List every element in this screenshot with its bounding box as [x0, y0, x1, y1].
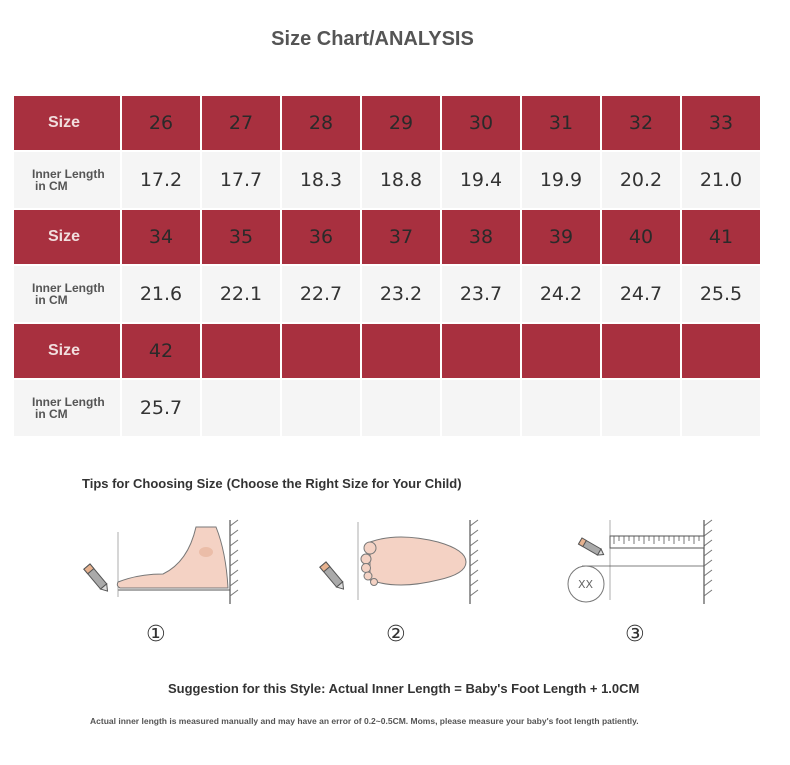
step-number-3: ③ [625, 622, 645, 647]
tips-heading-main: Tips for Choosing Size [82, 476, 223, 491]
size-cell [442, 324, 520, 378]
measurement-note: Actual inner length is measured manually and may have an error of 0.2~0.5CM. Moms, please measure your baby's foot length patiently. [90, 716, 639, 726]
size-cell [202, 324, 280, 378]
ruler-measurement-illustration [562, 512, 732, 607]
length-cell: 22.1 [202, 266, 280, 322]
length-cell: 17.2 [122, 152, 200, 208]
size-cell: 28 [282, 96, 360, 150]
size-cell: 41 [682, 210, 760, 264]
length-cell: 18.3 [282, 152, 360, 208]
step-number-2: ② [386, 622, 406, 647]
length-cell [442, 380, 520, 436]
inner-length-row-label [14, 152, 120, 208]
suggestion-text: Suggestion for this Style: Actual Inner Length = Baby's Foot Length + 1.0CM [168, 681, 640, 696]
foot-top-view-illustration [318, 512, 488, 607]
length-cell [202, 380, 280, 436]
length-cell: 21.0 [682, 152, 760, 208]
length-cell [602, 380, 680, 436]
length-cell: 23.7 [442, 266, 520, 322]
size-row-label: Size [14, 210, 120, 264]
xx-mark: XX [578, 578, 594, 591]
length-cell [522, 380, 600, 436]
size-cell [362, 324, 440, 378]
size-cell: 37 [362, 210, 440, 264]
inner-length-label-line2: in CM [35, 293, 68, 307]
size-cell: 33 [682, 96, 760, 150]
length-cell: 19.4 [442, 152, 520, 208]
size-cell: 31 [522, 96, 600, 150]
size-cell: 26 [122, 96, 200, 150]
length-cell: 24.2 [522, 266, 600, 322]
size-cell [682, 324, 760, 378]
length-cell: 18.8 [362, 152, 440, 208]
inner-length-label-line2: in CM [35, 179, 68, 193]
size-cell: 38 [442, 210, 520, 264]
length-cell: 19.9 [522, 152, 600, 208]
page-title: Size Chart/ANALYSIS [271, 28, 474, 50]
inner-length-row-label [14, 266, 120, 322]
length-cell: 22.7 [282, 266, 360, 322]
length-cell: 23.2 [362, 266, 440, 322]
inner-length-label-line1: Inner Length [32, 395, 105, 409]
length-cell: 25.7 [122, 380, 200, 436]
size-cell: 29 [362, 96, 440, 150]
tips-heading [82, 476, 462, 491]
size-chart-table [14, 96, 760, 438]
inner-length-label-line1: Inner Length [32, 167, 105, 181]
size-cell: 27 [202, 96, 280, 150]
step-number-1: ① [146, 622, 166, 647]
length-cell: 25.5 [682, 266, 760, 322]
size-cell: 40 [602, 210, 680, 264]
tips-heading-sub: (Choose the Right Size for Your Child) [226, 476, 462, 491]
length-cell: 24.7 [602, 266, 680, 322]
size-cell: 35 [202, 210, 280, 264]
size-cell [522, 324, 600, 378]
length-cell: 21.6 [122, 266, 200, 322]
size-cell: 42 [122, 324, 200, 378]
size-cell: 36 [282, 210, 360, 264]
inner-length-label-line2: in CM [35, 407, 68, 421]
size-cell: 39 [522, 210, 600, 264]
inner-length-row-label [14, 380, 120, 436]
length-cell [282, 380, 360, 436]
length-cell [682, 380, 760, 436]
length-cell [362, 380, 440, 436]
size-cell [282, 324, 360, 378]
size-cell: 34 [122, 210, 200, 264]
size-cell [602, 324, 680, 378]
length-cell: 17.7 [202, 152, 280, 208]
foot-side-view-illustration [78, 512, 248, 607]
length-cell: 20.2 [602, 152, 680, 208]
size-row-label: Size [14, 96, 120, 150]
inner-length-label-line1: Inner Length [32, 281, 105, 295]
size-cell: 30 [442, 96, 520, 150]
size-row-label: Size [14, 324, 120, 378]
size-cell: 32 [602, 96, 680, 150]
